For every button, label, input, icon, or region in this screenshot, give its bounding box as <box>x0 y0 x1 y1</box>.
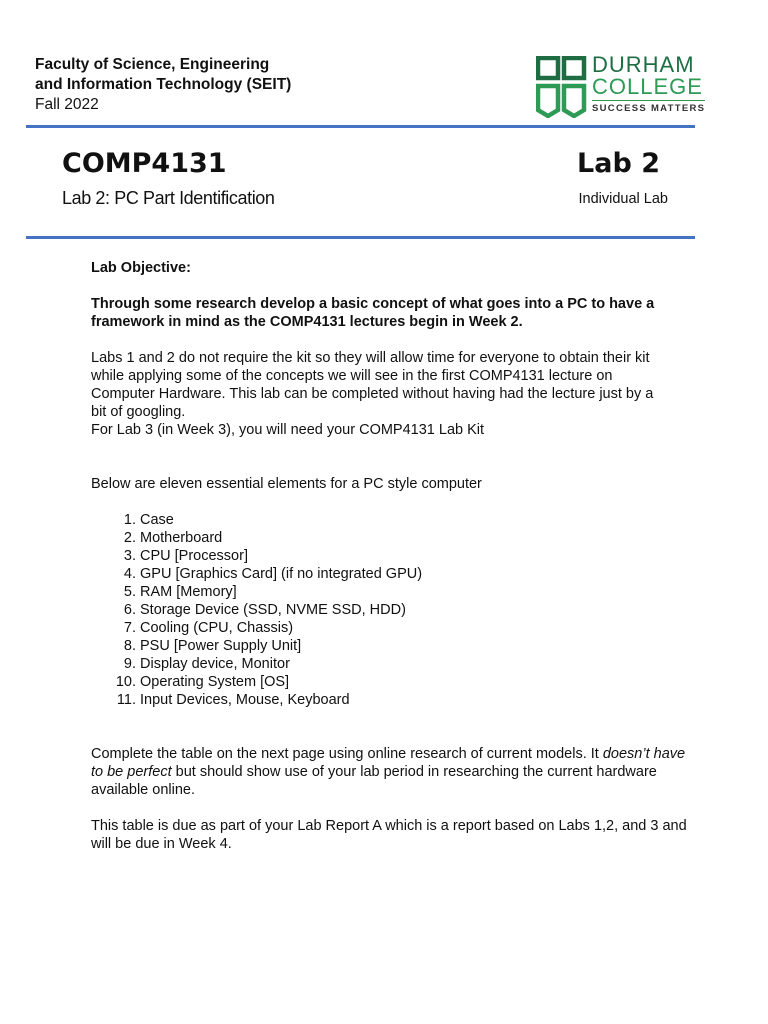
paragraph-1-line-4: bit of googling. <box>91 404 186 420</box>
paragraph-1-line-2: while applying some of the concepts we will see in the first COMP4131 lecture on <box>91 368 613 384</box>
list-item: 1. Case <box>123 512 174 528</box>
lab-number: Lab 2 <box>577 148 660 179</box>
list-item: 4. GPU [Graphics Card] (if no integrated GPU) <box>123 566 423 582</box>
paragraph-3: This table is due as part of your Lab Report A which is a report based on Labs 1,2, and 3 and will be due in Week 4. <box>91 818 687 852</box>
faculty-line-2: and Information Technology (SEIT) <box>35 76 292 93</box>
objective-text: Through some research develop a basic concept of what goes into a PC to have a framework in mind as the COMP4131 lectures begin in Week 2. <box>91 296 655 330</box>
logo-line-2: COLLEGE <box>592 74 703 99</box>
header-rule <box>26 125 695 128</box>
logo-text <box>592 54 705 115</box>
logo-mark-icon <box>536 56 588 118</box>
lab-type: Individual Lab <box>578 191 668 207</box>
paragraph-1-line-5: For Lab 3 (in Week 3), you will need your COMP4131 Lab Kit <box>91 422 485 438</box>
title-rule <box>26 236 695 239</box>
list-item: 2. Motherboard <box>123 530 223 546</box>
lab-content <box>91 259 691 853</box>
list-item: 11. Input Devices, Mouse, Keyboard <box>116 692 350 708</box>
list-item: 6. Storage Device (SSD, NVME SSD, HDD) <box>123 602 406 618</box>
list-item: 7. Cooling (CPU, Chassis) <box>123 620 294 636</box>
list-item: 8. PSU [Power Supply Unit] <box>123 638 302 654</box>
list-item: 5. RAM [Memory] <box>123 584 237 600</box>
list-item: 3. CPU [Processor] <box>123 548 248 564</box>
faculty-line-1: Faculty of Science, Engineering <box>35 56 270 73</box>
lab-subtitle: Lab 2: PC Part Identification <box>62 188 275 208</box>
paragraph-2-emphasis: doesn’t have to be perfect <box>91 746 686 780</box>
faculty-header <box>35 55 291 115</box>
paragraph-1-line-1: Labs 1 and 2 do not require the kit so they will allow time for everyone to obtain their kit <box>91 350 650 366</box>
paragraph-2: Complete the table on the next page using online research of current models. It doesn’t have to be perfect but should show use of your lab period in researching the current hardware available online. <box>91 746 686 798</box>
logo-line-1: DURHAM <box>592 52 695 77</box>
objective-heading: Lab Objective: <box>91 260 191 276</box>
course-code: COMP4131 <box>62 148 227 179</box>
pc-elements-list <box>91 511 691 709</box>
list-item: 9. Display device, Monitor <box>123 656 290 672</box>
paragraph-1-line-3: Computer Hardware. This lab can be completed without having had the lecture just by a <box>91 386 654 402</box>
term: Fall 2022 <box>35 96 99 113</box>
list-item: 10. Operating System [OS] <box>115 674 290 690</box>
durham-college-logo <box>536 54 706 118</box>
list-intro: Below are eleven essential elements for a PC style computer <box>91 476 482 492</box>
logo-tagline: SUCCESS MATTERS <box>592 100 705 115</box>
